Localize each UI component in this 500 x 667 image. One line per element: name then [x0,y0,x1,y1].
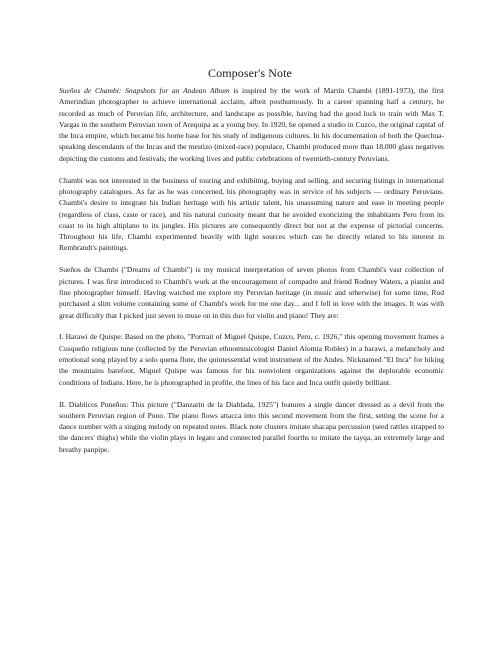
paragraph-text: Chambi was not interested in the business of touring and exhibiting, buying and selling, and securing listings in international photography catalogues. As far as he was concerned, his photography was in service of his subjects — ordinary Peruvians. Chambi's desire to integrate his Indian heritage with his artistic talent, his unassuming nature and ease in meeting people (regardless of class, caste or race), and his natural curiosity meant that he avoided exoticizing the inhabitants Peru from its coast to its high altiplano to its jungles. His pictures are consequently direct but not at the expense of pictorial concerns. Throughout his life, Chambi experimented heavily with light sources which can be directly related to his interest in Rembrandt's paintings. [59,175,444,253]
work-title: Sueños de Chambi: Snapshots for an Andean Album [59,86,230,95]
paragraph-chambi-career [59,175,444,254]
paragraph-text: Sueños de Chambi ("Dreams of Chambi") is my musical interpretation of seven photos from Chambi's vast collection of pictures. I was first introduced to Chambi's work at the encouragement of compadre and friend Rodney Waters, a pianist and fine photographer himself. Having watched me explore my Peruvian heritage (in music and otherwise) for some time, Rod purchased a slim volume containing some of Chambi's work for me one day... and I fell in love with the images. It was with great difficulty that I picked just seven to muse on in this duo for violin and piano! They are: [59,265,444,320]
paragraph-text: II. Diablicos Puneños: This picture ("Danzarín de la Diablada, 1925") features a single dancer dressed as a devil from the southern Peruvian region of Puno. The piano flows attacca into this second movement from the first, setting the scene for a dance number with a singing melody on repeated notes. Black note clusters imitate shacapa percussion (seed rattles strapped to the dancers' thighs) while the violin plays in legato and connected parallel fourths to imitate the tayqa, an extremely large and breathy panpipe. [59,399,444,454]
paragraph-movement-1 [59,331,444,387]
paragraph-text: is inspired by the work of Martín Chambi (1891-1973), the first Amerindian photographer to achieve international acclaim, albeit posthumously. In a career spanning half a century, he recorded as much of Peruvian life, architecture, and landscape as possible, having had the good luck to train with Max T. Vargas in the southern Peruvian town of Arequipa as a young boy. In 1920, he opened a studio in Cuzco, the original capital of the Inca empire, which became his home base for his study of indigenous cultures. In his documentation of both the Quechua-speaking descendants of the Incas and the mestizo (mixed-race) populace, Chambi produced more than 18,000 glass negatives depicting the customs and festivals, the working lives and public celebrations of twentieth-century Peruvians. [59,86,445,163]
paragraph-suenos-origin [59,264,444,320]
page-title: Composer's Note [208,66,292,80]
document-body [59,85,444,455]
paragraph-movement-2 [59,399,444,455]
paragraph-text: I. Harawi de Quispe: Based on the photo, "Portrait of Miguel Quispe, Cuzco, Peru, c. 1926," this opening movement frames a Cusqueño religious tune (collected by the Peruvian ethnomusicologist Daniel Alomia Robles) in a harawi, a melancholy and emotional song played by a solo quena flute, the quintessential wind instrument of the Andes. Nicknamed "El Inca" for hiking the mountains barefoot, Miguel Quispe was famous for his nonviolent organizations against the deplorable economic conditions of Indians. Here, he is photographed in profile, the lines of his face and Inca outfit quietly brilliant. [59,332,444,387]
paragraph-intro [59,85,444,164]
